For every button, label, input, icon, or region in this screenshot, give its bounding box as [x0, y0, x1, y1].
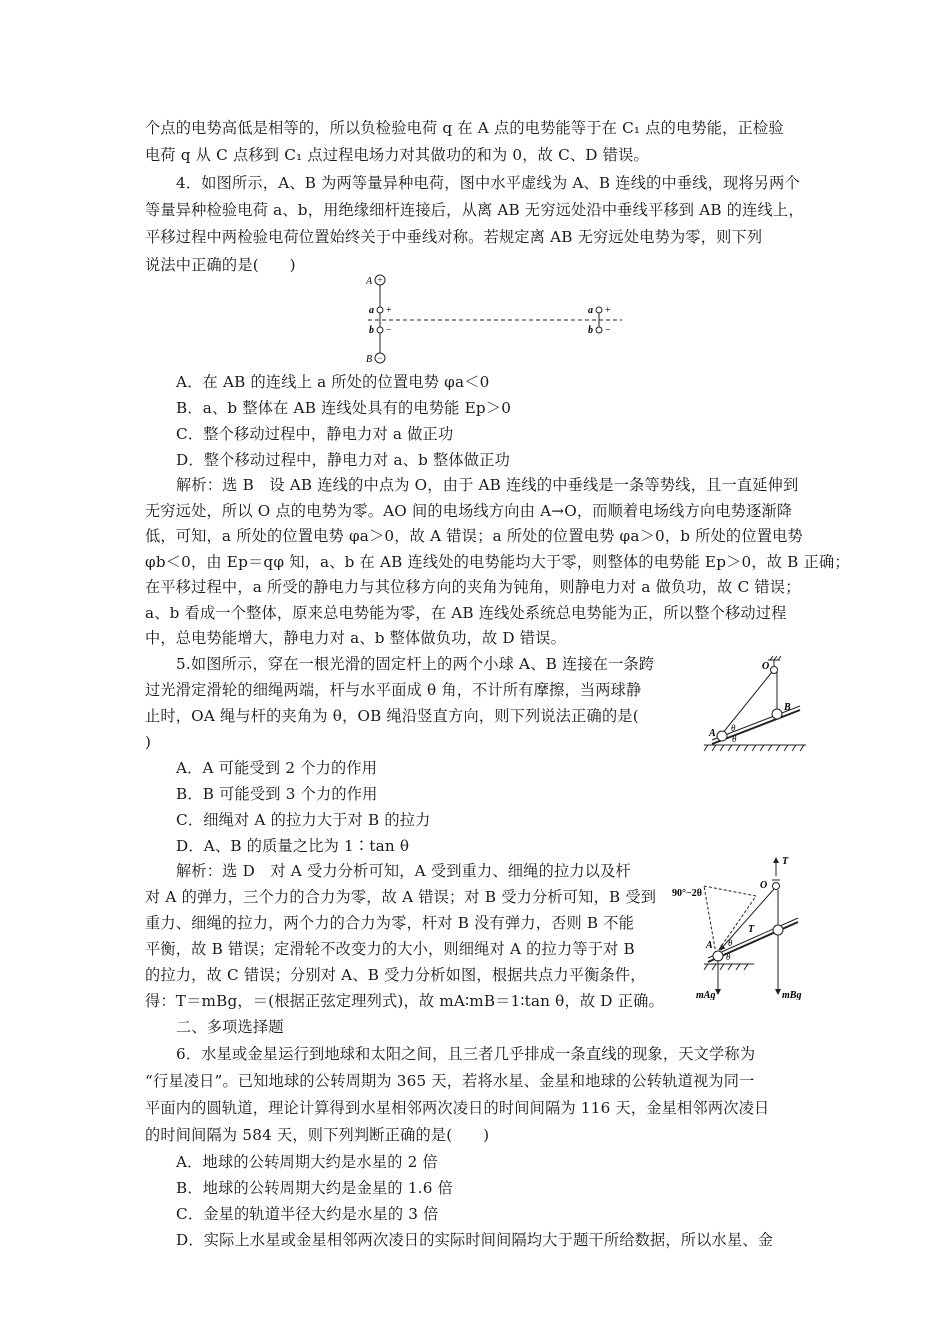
svg-text:−: −	[377, 353, 383, 363]
text-line: 中，总电势能增大，静电力对 a、b 整体做负功，故 D 错误。	[145, 629, 566, 647]
text-line: 无穷远处，所以 O 点的电势为零。AO 间的电场线方向由 A→O，而顺着电场线方向电势逐渐降	[145, 502, 793, 520]
text-line: 电荷 q 从 C 点移到 C₁ 点过程电场力对其做功的和为 0，故 C、D 错误。	[145, 146, 649, 164]
svg-text:mBg: mBg	[782, 990, 802, 1000]
svg-text:θ: θ	[731, 723, 736, 733]
text-line: 的时间间隔为 584 天，则下列判断正确的是( )	[145, 1126, 490, 1144]
svg-text:b: b	[369, 325, 374, 336]
svg-text:θ: θ	[726, 952, 731, 962]
svg-text:b: b	[588, 325, 593, 336]
svg-text:+: +	[605, 305, 611, 316]
text-line: 平面内的圆轨道，理论计算得到水星相邻两次凌日的时间间隔为 116 天，金星相邻两次凌日	[145, 1099, 770, 1117]
svg-text:θ: θ	[728, 938, 733, 948]
option-d: D．实际上水星或金星相邻两次凌日的实际时间间隔均大于题干所给数据，所以水星、金	[176, 1231, 774, 1249]
svg-text:−: −	[605, 325, 611, 336]
text-line: 对 A 的弹力，三个力的合力为零，故 A 错误；对 B 受力分析可知，B 受到	[145, 888, 657, 906]
svg-text:90°−2θ: 90°−2θ	[672, 888, 702, 899]
text-line: 等量异种检验电荷 a、b，用绝缘细杆连接后，从离 AB 无穷远处沿中垂线平移到 AB 的连线上，	[145, 201, 804, 219]
option-c: C．整个移动过程中，静电力对 a 做正功	[176, 425, 454, 443]
svg-text:+: +	[386, 305, 392, 316]
text-line: “行星凌日”。已知地球的公转周期为 365 天，若将水星、金星和地球的公转轨道视为同一	[145, 1072, 755, 1090]
svg-text:T: T	[748, 924, 755, 935]
option-c: C．细绳对 A 的拉力大于对 B 的拉力	[176, 811, 431, 829]
question-4-line: 4．如图所示，A、B 为两等量异种电荷，图中水平虚线为 A、B 连线的中垂线，现将另两个	[176, 174, 800, 192]
text-line: 得：T＝mBg，＝(根据正弦定理列式)，故 mA∶mB＝1∶tan θ，故 D 正确。	[145, 992, 664, 1010]
text-line: 过光滑定滑轮的细绳两端，杆与水平面成 θ 角，不计所有摩擦，当两球静	[145, 681, 642, 699]
option-d: D．整个移动过程中，静电力对 a、b 整体做正功	[176, 451, 510, 469]
option-a: A．在 AB 的连线上 a 所处的位置电势 φa＜0	[176, 373, 490, 391]
option-a: A．地球的公转周期大约是水星的 2 倍	[176, 1153, 438, 1171]
text-line: φb＜0，由 Ep＝qφ 知，a、b 在 AB 连线处的电势能均大于零，则整体的电势能 Ep＞0，故 B 正确；	[145, 553, 850, 571]
svg-text:mAg: mAg	[696, 990, 716, 1000]
svg-text:A: A	[366, 276, 373, 287]
svg-text:a: a	[588, 305, 593, 316]
text-line: 平移过程中两检验电荷位置始终关于中垂线对称。若规定离 AB 无穷远处电势为零，则下列	[145, 228, 763, 246]
option-b: B．B 可能受到 3 个力的作用	[176, 785, 378, 803]
option-c: C．金星的轨道半径大约是水星的 3 倍	[176, 1205, 439, 1223]
solution-line: 解析：选 D 对 A 受力分析可知，A 受到重力、细绳的拉力以及杆	[176, 862, 631, 880]
text-line: 的拉力，故 C 错误；分别对 A、B 受力分析如图，根据共点力平衡条件，	[145, 966, 646, 984]
svg-text:T: T	[782, 856, 789, 867]
charges-diagram	[360, 272, 630, 366]
option-b: B．地球的公转周期大约是金星的 1.6 倍	[176, 1179, 453, 1197]
solution-line: 解析：选 B 设 AB 连线的中点为 O，由于 AB 连线的中垂线是一条等势线，且一直延伸到	[176, 476, 799, 494]
svg-text:+: +	[377, 275, 383, 285]
text-line: 平衡，故 B 错误；定滑轮不改变力的大小，则细绳对 A 的拉力等于对 B	[145, 940, 635, 958]
svg-text:A: A	[709, 728, 716, 739]
option-b: B．a、b 整体在 AB 连线处具有的电势能 Ep＞0	[176, 399, 512, 417]
pulley-rod-diagram	[700, 652, 810, 752]
svg-text:B: B	[366, 354, 373, 365]
svg-text:−: −	[386, 325, 392, 336]
text-line: a、b 看成一个整体，原来总电势能为零，在 AB 连线处系统总电势能为正，所以整个移动过程	[145, 604, 787, 622]
svg-text:A: A	[706, 940, 713, 951]
text-line: 重力、细绳的拉力，两个力的合力为零，杆对 B 没有弹力，否则 B 不能	[145, 914, 635, 932]
svg-text:a: a	[369, 305, 374, 316]
text-line: 说法中正确的是( )	[145, 256, 296, 274]
svg-text:B: B	[784, 702, 791, 713]
section-heading: 二、多项选择题	[176, 1018, 284, 1036]
force-analysis-diagram	[668, 850, 810, 1000]
question-5-line: 5.如图所示，穿在一根光滑的固定杆上的两个小球 A、B 连接在一条跨	[176, 655, 655, 673]
svg-text:O: O	[762, 661, 770, 672]
text-line: 低，可知，a 所处的位置电势 φa＞0，故 A 错误；a 所处的位置电势 φa＞0，b 所处的位置电势	[145, 527, 803, 545]
svg-text:θ: θ	[732, 734, 737, 744]
option-a: A．A 可能受到 2 个力的作用	[176, 759, 378, 777]
option-d: D．A、B 的质量之比为 1∶tan θ	[176, 837, 410, 855]
text-line: 个点的电势高低是相等的，所以负检验电荷 q 在 A 点的电势能等于在 C₁ 点的电势能，正检验	[145, 119, 784, 137]
text-line: )	[145, 733, 152, 751]
svg-text:O: O	[760, 880, 768, 891]
text-line: 在平移过程中，a 所受的静电力与其位移方向的夹角为钝角，则静电力对 a 做负功，故 C 错误；	[145, 578, 801, 596]
question-6-line: 6．水星或金星运行到地球和太阳之间，且三者几乎排成一条直线的现象，天文学称为	[176, 1045, 756, 1063]
text-line: 止时，OA 绳与杆的夹角为 θ，OB 绳沿竖直方向，则下列说法正确的是(	[145, 707, 639, 725]
